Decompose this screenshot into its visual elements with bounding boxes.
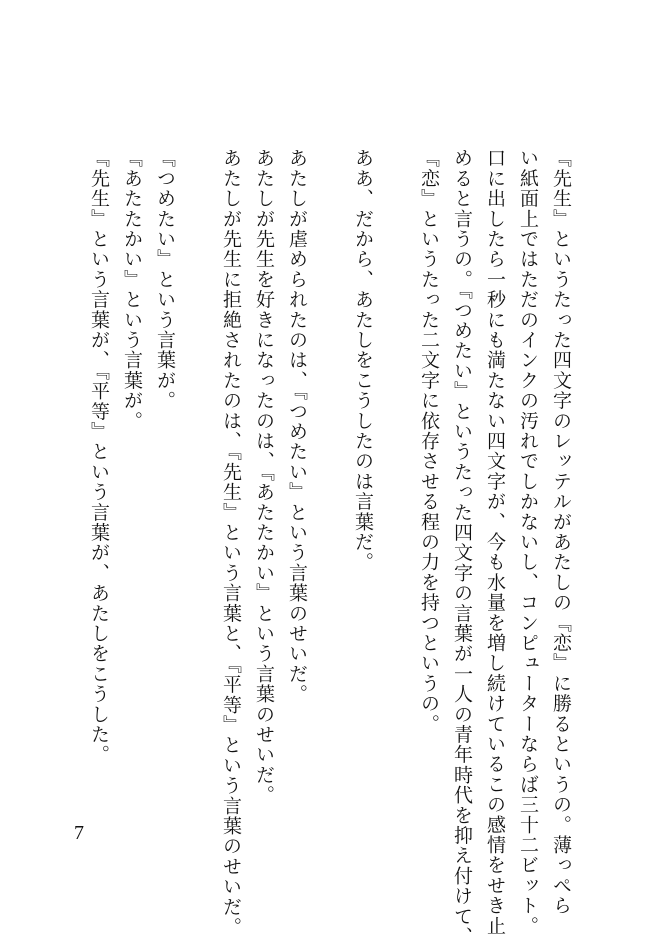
text-line-5: 『恋』というたった二文字に依存させる程の力を持つというの。 xyxy=(418,148,440,734)
text-line-10: 『つめたい』という言葉が。 xyxy=(154,148,176,411)
text-line-7: あたしが虐められたのは、『つめたい』という言葉のせいだ。 xyxy=(286,148,308,705)
page-number: 7 xyxy=(74,822,84,844)
text-line-8: あたしが先生を好きになったのは、『あたたかい』という言葉のせいだ。 xyxy=(253,148,275,806)
text-line-4: めると言うの。『つめたい』というたった四文字の言葉が一人の青年時代を抑え付けて、 xyxy=(451,148,473,947)
text-line-6: ああ、だから、あたしをこうしたのは言葉だ。 xyxy=(352,148,374,573)
text-line-9: あたしが先生に拒絶されたのは、『先生』という言葉と、『平等』という言葉のせいだ。 xyxy=(220,148,242,937)
text-line-1: 『先生』というたった四文字のレッテルがあたしの『恋』に勝るというの。薄っぺら xyxy=(550,148,572,916)
text-line-2: い紙面上ではただのインクの汚れでしかないし、コンピューターならば三十二ビット。 xyxy=(517,148,539,936)
text-line-12: 『先生』という言葉が、『平等』という言葉が、あたしをこうした。 xyxy=(88,148,110,765)
text-line-3: 口に出したら一秒にも満たない四文字が、今も水量を増し続けているこの感情をせき止 xyxy=(484,148,506,936)
text-line-11: 『あたたかい』という言葉が。 xyxy=(121,148,143,431)
